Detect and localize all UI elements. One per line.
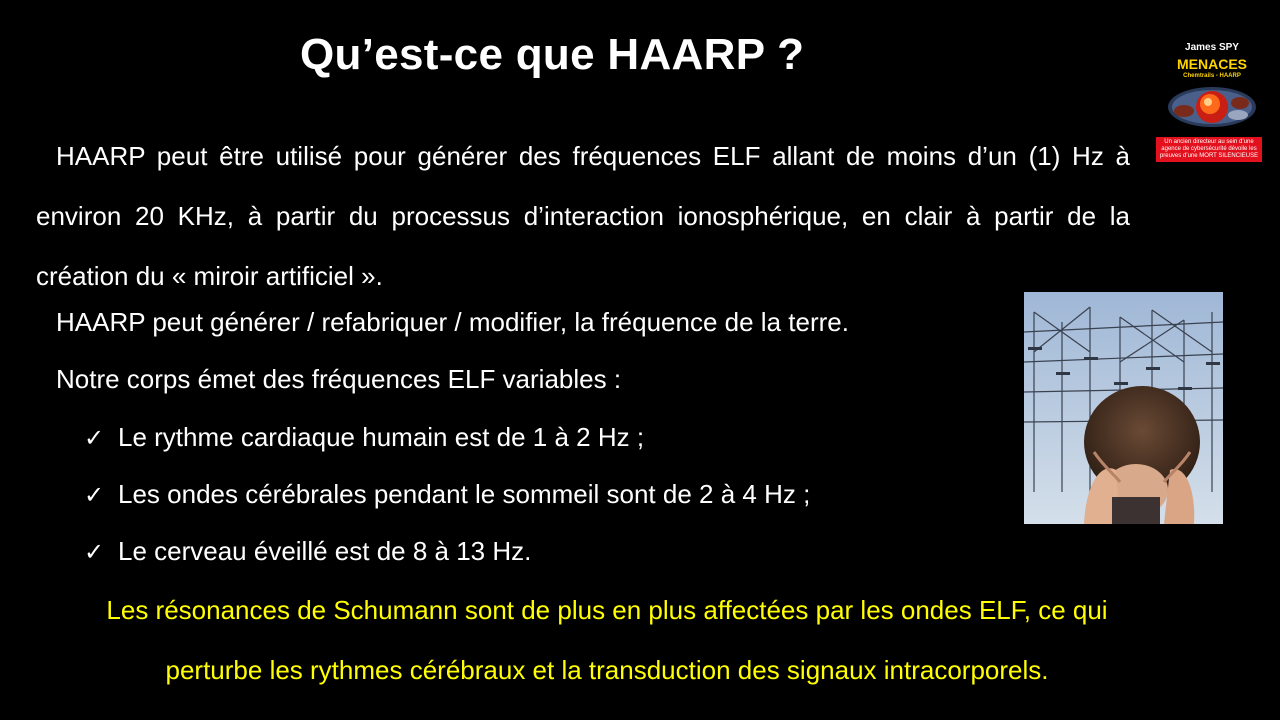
person-headache-antenna-field-photo-icon (1024, 292, 1223, 524)
logo-banner: Un ancien directeur au sein d’une agence de cybersécurité dévoile les preuves d’une MORT SILENCIEUSE (1156, 137, 1262, 162)
bullet-text: Le rythme cardiaque humain est de 1 à 2 Hz ; (118, 422, 645, 452)
logo-author: James SPY (1185, 42, 1239, 53)
bullet-item-sleep-waves (84, 479, 810, 510)
highlight-schumann: Les résonances de Schumann sont de plus en plus affectées par les ondes ELF, ce qui perturbe les rythmes cérébraux et la transduction des signaux intracorporels. (106, 595, 1108, 685)
globe-icon (1164, 81, 1260, 131)
headache-photo (1024, 292, 1223, 524)
slide-title: Qu’est-ce que HAARP ? (300, 30, 805, 79)
logo-title: MENACES (1176, 56, 1247, 72)
bullet-item-heart-rate (84, 422, 644, 453)
paragraph-earth-frequency: HAARP peut générer / refabriquer / modifier, la fréquence de la terre. (56, 307, 849, 337)
logo-subtitle: Chemtrails - HAARP (1183, 73, 1241, 79)
bullet-text: Le cerveau éveillé est de 8 à 13 Hz. (118, 536, 532, 566)
book-logo (1156, 42, 1268, 198)
checkmark-icon: ✓ (84, 482, 105, 509)
checkmark-icon: ✓ (84, 539, 105, 566)
bullet-text: Les ondes cérébrales pendant le sommeil sont de 2 à 4 Hz ; (118, 479, 811, 509)
checkmark-icon: ✓ (84, 425, 105, 452)
bullet-item-awake-brain (84, 536, 531, 567)
paragraph-body-frequencies: Notre corps émet des fréquences ELF variables : (56, 364, 622, 394)
paragraph-haarp-elf: HAARP peut être utilisé pour générer des fréquences ELF allant de moins d’un (1) Hz à environ 20 KHz, à partir du processus d’interaction ionosphérique, en clair à partir de la création du « miroir artificiel ». (36, 141, 1130, 291)
